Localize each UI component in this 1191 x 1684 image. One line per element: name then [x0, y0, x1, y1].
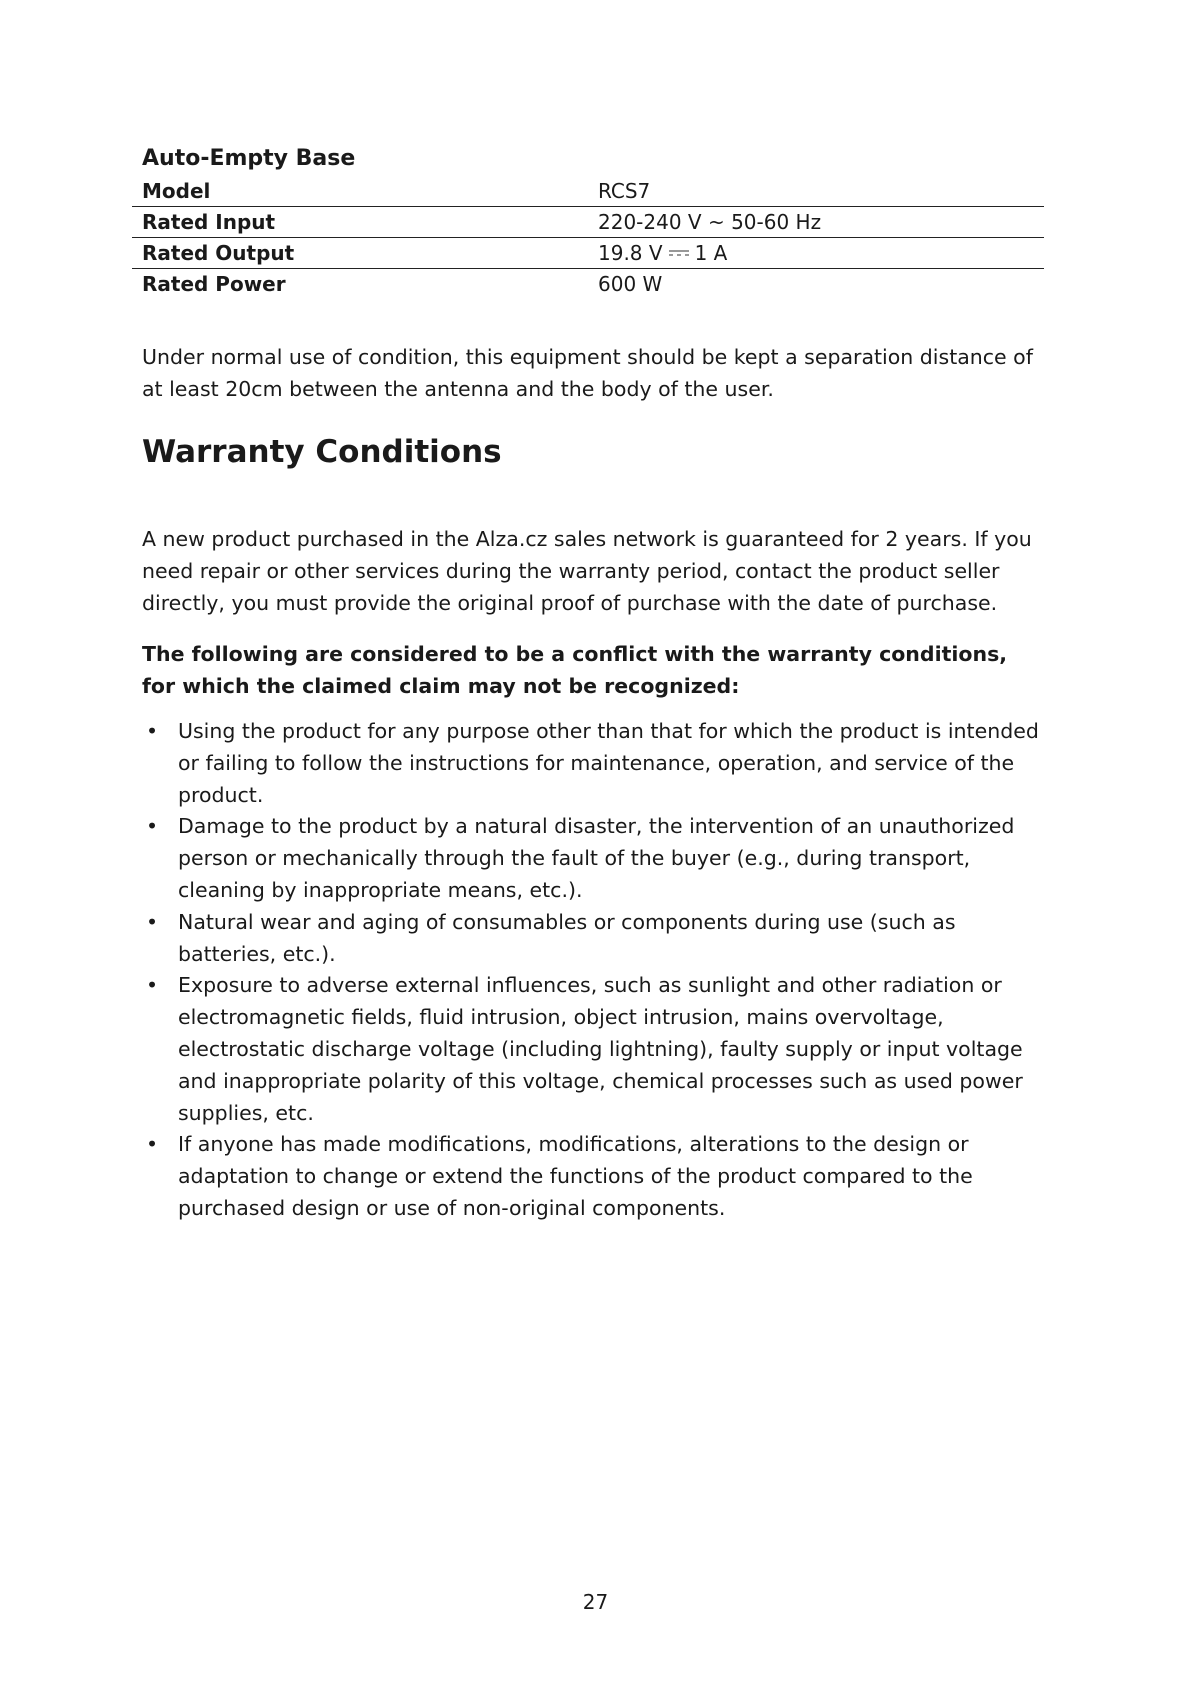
spec-row-rated-output [132, 238, 1044, 269]
bullet-icon: • [146, 909, 159, 934]
warranty-heading: Warranty Conditions [142, 434, 502, 470]
warranty-exclusion-list [142, 716, 1047, 1225]
spec-label: Rated Output [132, 238, 588, 269]
list-item [142, 716, 1047, 811]
list-item [142, 970, 1047, 1129]
spec-value: RCS7 [588, 176, 1044, 207]
bullet-icon: • [146, 719, 159, 743]
list-item-text: Damage to the product by a natural disaster, the intervention of an unauthorized person or mechanically through the fault of the buyer (e.g., during transport, cleaning by inappropriate means, etc.). [178, 814, 1015, 902]
spec-value: 220-240 V ~ 50-60 Hz [588, 207, 1044, 238]
dc-current-icon [669, 249, 689, 257]
spec-table [132, 176, 1044, 299]
spec-label: Model [132, 176, 588, 207]
page-number: 27 [582, 1590, 609, 1614]
spec-value-voltage: 19.8 V [598, 241, 663, 265]
spec-row-model [132, 176, 1044, 207]
warranty-conflict-heading: The following are considered to be a conflict with the warranty conditions, for which the claimed claim may not be recognized: [142, 642, 1008, 698]
list-item-text: Using the product for any purpose other than that for which the product is intended or failing to follow the instructions for maintenance, operation, and service of the product. [178, 719, 1039, 807]
list-item-text: Exposure to adverse external influences, such as sunlight and other radiation or electromagnetic fields, fluid intrusion, object intrusion, mains overvoltage, electrostatic discharge voltage (including lightning), faulty supply or input voltage and inappropriate polarity of this voltage, chemical processes such as used power supplies, etc. [178, 973, 1023, 1125]
warranty-intro: A new product purchased in the Alza.cz sales network is guaranteed for 2 years. If you need repair or other services during the warranty period, contact the product seller directly, you must provide the original proof of purchase with the date of purchase. [142, 527, 1032, 615]
list-item [142, 907, 1047, 971]
bullet-icon: • [146, 1132, 159, 1157]
spec-label: Rated Power [142, 272, 286, 296]
spec-value: 600 W [598, 272, 663, 296]
list-item [142, 1129, 1047, 1224]
spec-section-label: Auto-Empty Base [142, 146, 356, 171]
spec-row-rated-input [132, 207, 1044, 238]
antenna-distance-note: Under normal use of condition, this equipment should be kept a separation distance of at least 20cm between the antenna and the body of the user. [142, 345, 1033, 401]
list-item-text: If anyone has made modifications, modifications, alterations to the design or adaptation to change or extend the functions of the product compared to the purchased design or use of non-original components. [178, 1132, 973, 1220]
spec-row-rated-power [132, 269, 1044, 300]
bullet-icon: • [146, 814, 159, 839]
spec-label: Rated Input [132, 207, 588, 238]
spec-value [588, 238, 1044, 269]
list-item-text: Natural wear and aging of consumables or components during use (such as batteries, etc.). [178, 909, 956, 966]
list-item [142, 811, 1047, 906]
bullet-icon: • [146, 973, 159, 998]
spec-value-current: 1 A [694, 241, 728, 265]
